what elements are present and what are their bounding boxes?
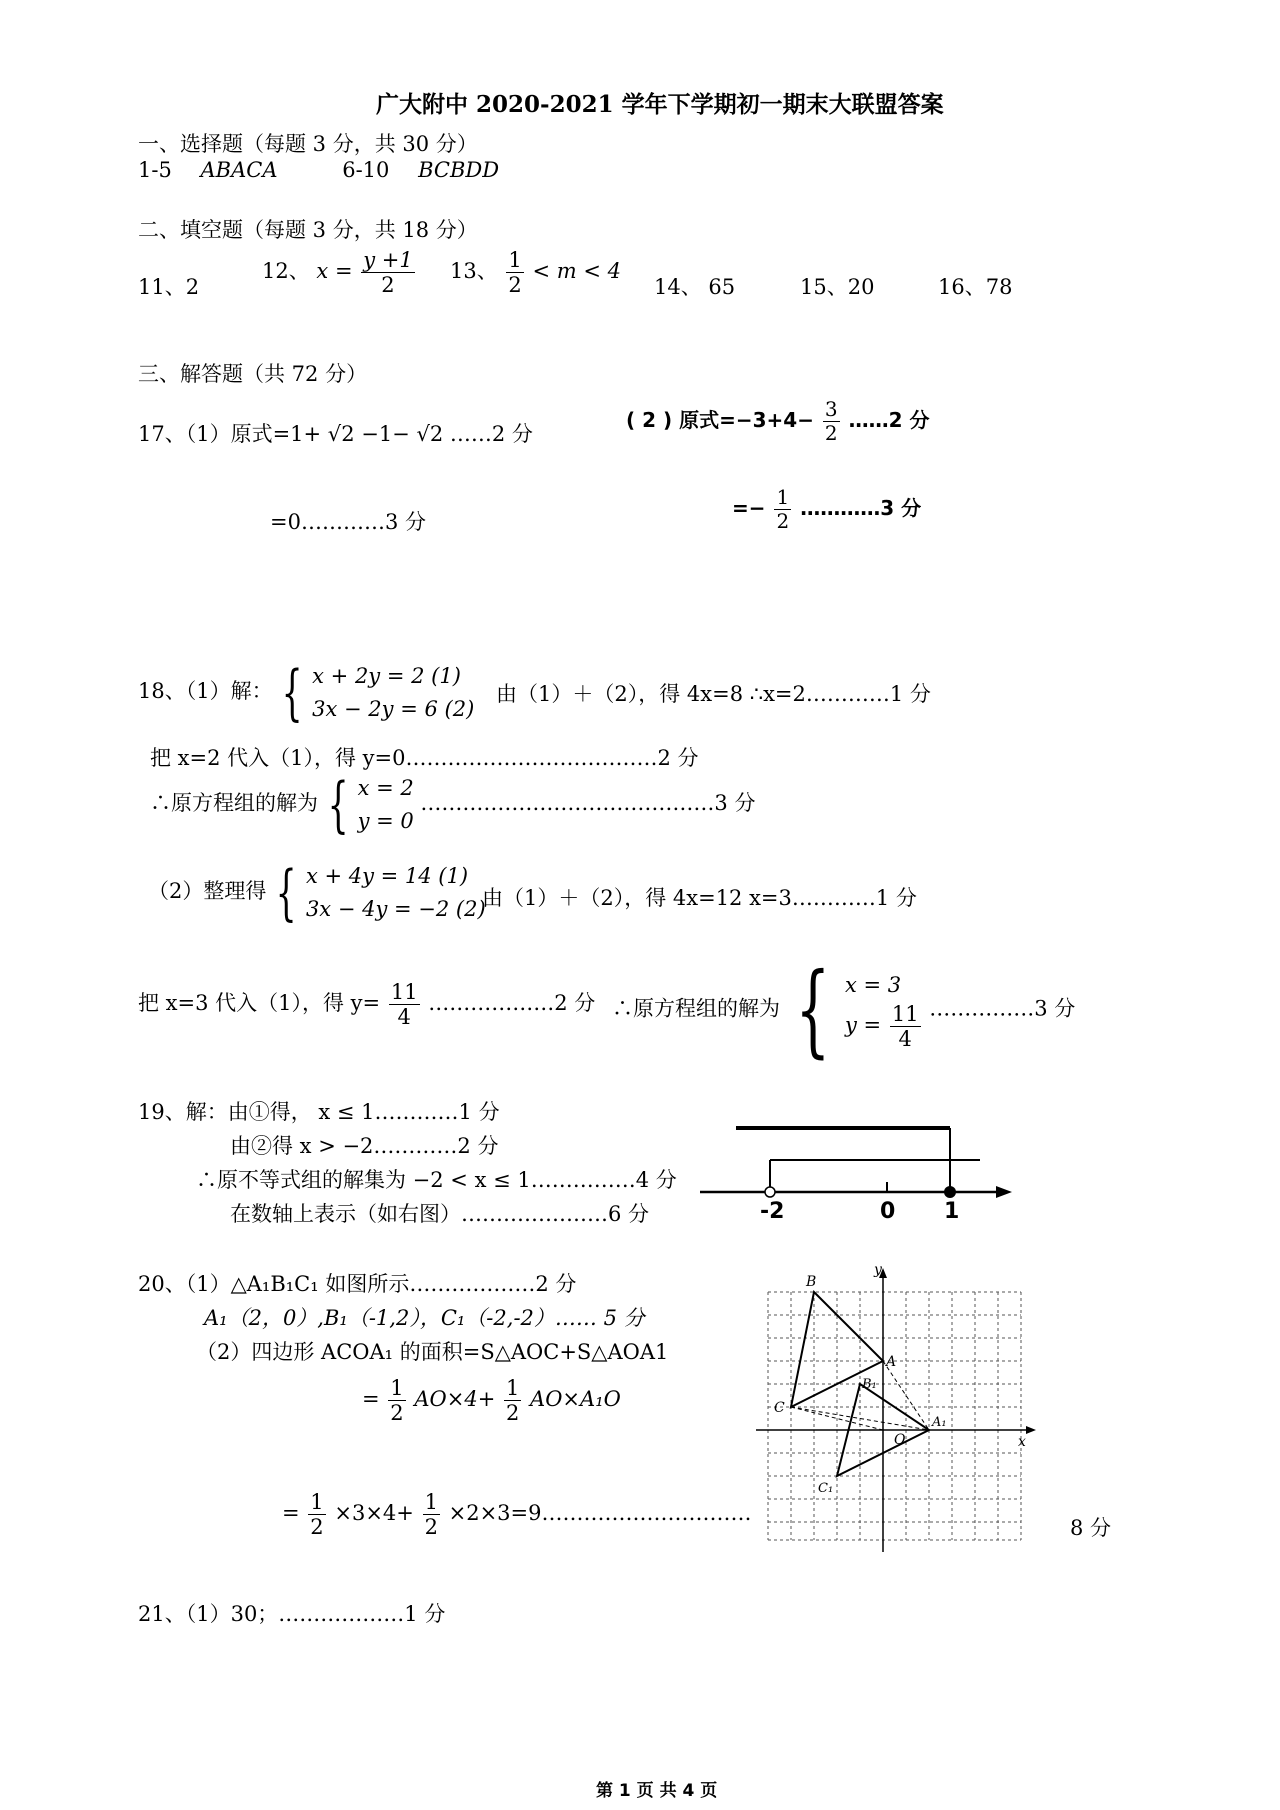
q20-line4-frac2	[504, 1376, 521, 1425]
q15: 15、20	[800, 275, 875, 299]
axis-label-0: 0	[880, 1199, 896, 1224]
q17-p2-line1	[626, 398, 930, 445]
q12-fraction	[361, 248, 415, 297]
q20-line4-prefix: =	[362, 1387, 380, 1412]
q17-p2-line2-num: 1	[776, 485, 790, 509]
q20-line4	[362, 1376, 621, 1425]
q18-p1-concl: ∴原方程组的解为	[150, 791, 318, 816]
range2: 6-10	[342, 158, 390, 182]
q18-p1-eq2: 3x − 2y = 6 (2)	[312, 696, 475, 721]
q18-p2-sol2-num: 11	[891, 1001, 919, 1026]
q17-p2-fraction	[823, 398, 840, 445]
page-title: 广大附中 2020-2021 学年下学期初一期末大联盟答案	[376, 91, 944, 118]
q18-p1-solution	[358, 772, 414, 837]
section1-heading: 一、选择题（每题 3 分，共 30 分）	[138, 132, 478, 156]
q18-p1-eq1: x + 2y = 2 (1)	[312, 664, 461, 688]
q17-p2-den: 2	[824, 421, 838, 445]
number-line-figure	[690, 1110, 1030, 1230]
q18-p1-concl-tail: ……………………………………3 分	[420, 791, 756, 816]
choice-answers	[138, 158, 499, 182]
axis-label-neg2: -2	[760, 1199, 785, 1224]
q11: 11、2	[138, 275, 200, 299]
q18-p1-sol1: x = 2	[357, 776, 414, 800]
q12-lhs: x =	[316, 259, 353, 284]
q18-p2-concl-tail: ……………3 分	[929, 996, 1076, 1021]
q13-rest: < m < 4	[532, 259, 621, 284]
q13-num: 1	[508, 248, 522, 272]
x-arrow-icon	[1026, 1426, 1036, 1434]
q17-p2-suffix: ……2 分	[848, 408, 930, 432]
q18-p2-sol2-prefix: y =	[845, 1012, 882, 1037]
q17-p1-line1: 17、（1）原式=1+ √2 −1− √2 ……2 分	[138, 422, 533, 446]
q18-p1-sol2: y = 0	[357, 808, 414, 833]
q20-line5	[282, 1490, 752, 1539]
label-c: C	[774, 1400, 785, 1416]
q18-p1-label: 18、（1）解：	[138, 679, 273, 704]
q20-line3: （2）四边形 ACOA₁ 的面积=S△AOC+S△AOA1	[196, 1340, 669, 1364]
q20-line1: 20、（1）△A₁B₁C₁ 如图所示………………2 分	[138, 1272, 577, 1296]
q18-p2-sub-prefix: 把 x=3 代入（1），得 y=	[138, 991, 381, 1016]
label-x: x	[1018, 1434, 1026, 1450]
section2-heading: 二、填空题（每题 3 分，共 18 分）	[138, 218, 478, 242]
q20-line4-den1: 2	[390, 1401, 404, 1426]
q18-p2-sol2-fraction	[890, 1002, 921, 1051]
section3-heading: 三、解答题（共 72 分）	[138, 362, 368, 386]
q20-line5-den1: 2	[310, 1515, 324, 1540]
q17-p2-line2-suffix: …………3 分	[800, 496, 922, 520]
label-a: A	[886, 1354, 897, 1370]
q18-p1-sub: 把 x=2 代入（1），得 y=0………………………………2 分	[150, 746, 699, 770]
q20-line4-num2: 1	[505, 1376, 520, 1400]
q17-p2-num: 3	[824, 397, 838, 421]
q20-line5-mid: ×3×4+	[334, 1501, 414, 1526]
q14: 14、 65	[654, 275, 736, 299]
q18-p1-system	[138, 657, 475, 728]
q18-p2-sub-num: 11	[390, 980, 418, 1004]
closed-point-icon	[944, 1186, 956, 1198]
label-y: y	[874, 1262, 882, 1278]
q19-line4: 在数轴上表示（如右图）…………………6 分	[230, 1202, 650, 1226]
q18-p2-conclusion	[612, 951, 1076, 1068]
q20-line4-tail: AO×A₁O	[530, 1387, 621, 1412]
answers2: BCBDD	[418, 158, 500, 182]
q20-line5-frac1	[308, 1490, 325, 1539]
arrow-icon	[996, 1186, 1012, 1198]
q18-p2-solution	[845, 969, 923, 1051]
q20-line5-score: 8 分	[1070, 1516, 1112, 1540]
q12-den: 2	[381, 273, 395, 298]
page-footer: 第 1 页 共 4 页	[596, 1781, 718, 1801]
label-a1: A₁	[932, 1415, 947, 1430]
q20-line4-mid: AO×4+	[414, 1387, 496, 1412]
q20-line4-num1: 1	[390, 1376, 404, 1400]
q18-p1-step: 由（1）＋（2），得 4x=8 ∴x=2…………1 分	[496, 682, 931, 706]
q18-p2-sub-fraction	[389, 980, 420, 1029]
q19-line2: 由②得 x > −2…………2 分	[230, 1134, 499, 1158]
label-b: B	[806, 1274, 817, 1290]
q17-p2-prefix: ( 2 ) 原式=−3+4−	[626, 408, 814, 432]
q17-p2-line2-den: 2	[776, 509, 790, 533]
q18-p2-sub	[138, 980, 595, 1029]
q21-line1: 21、（1）30；………………1 分	[138, 1602, 446, 1626]
q13-den: 2	[508, 273, 522, 298]
q18-p2-label: （2）整理得	[148, 879, 267, 904]
q12-label: 12、	[262, 259, 310, 284]
answers1: ABACA	[200, 158, 278, 182]
q17-p2-line2-prefix: =−	[732, 496, 766, 520]
q12-num: y +1	[363, 248, 413, 272]
q18-p2-eq2: 3x − 4y = −2 (2)	[305, 896, 486, 921]
brace-icon: {	[281, 657, 303, 728]
q20-line4-den2: 2	[505, 1401, 520, 1426]
q17-p2-line2	[732, 486, 921, 533]
q18-p2-sub-den: 4	[397, 1005, 411, 1030]
q18-p2-eq1: x + 4y = 14 (1)	[305, 864, 469, 888]
q18-p2-step: 由（1）＋（2），得 4x=12 x=3…………1 分	[482, 886, 917, 910]
q20-line4-frac1	[388, 1376, 405, 1425]
q20-line5-den2: 2	[424, 1515, 438, 1540]
q18-p2-system	[148, 857, 486, 928]
q19-line3: ∴原不等式组的解集为 −2 < x ≤ 1……………4 分	[196, 1168, 677, 1192]
q18-p2-sub-tail: ………………2 分	[428, 991, 596, 1016]
q18-p2-sol2	[845, 1002, 923, 1051]
q13	[450, 248, 621, 297]
axis-label-1: 1	[944, 1199, 960, 1224]
q18-p2-sol1: x = 3	[845, 973, 902, 998]
q13-fraction	[506, 248, 523, 297]
q18-p2-concl: ∴原方程组的解为	[612, 996, 780, 1021]
q12	[262, 248, 417, 297]
q20-line5-prefix: =	[282, 1501, 300, 1526]
label-o: O	[894, 1432, 906, 1448]
q18-p1-equations	[312, 660, 474, 725]
brace-icon: {	[795, 951, 830, 1068]
q17-p2-line2-fraction	[774, 486, 791, 533]
range1: 1-5	[138, 158, 172, 182]
q20-line5-tail: ×2×3=9…………………………	[448, 1501, 752, 1526]
q20-line5-num1: 1	[310, 1490, 324, 1514]
coordinate-grid-figure	[756, 1262, 1046, 1558]
open-point-icon	[765, 1187, 775, 1197]
q20-line5-num2: 1	[424, 1490, 438, 1514]
q20-line5-frac2	[423, 1490, 440, 1539]
brace-icon: {	[275, 857, 297, 928]
q20-line2: A₁（2，0）,B₁（-1,2），C₁（-2,-2）…… 5 分	[204, 1306, 645, 1330]
q19-line1: 19、解：由①得， x ≤ 1…………1 分	[138, 1100, 500, 1124]
brace-icon: {	[327, 769, 349, 840]
q18-p2-equations	[306, 860, 486, 925]
q18-p2-sol2-den: 4	[898, 1026, 912, 1051]
q18-p1-conclusion	[150, 769, 756, 840]
label-b1: B₁	[862, 1377, 877, 1392]
q16: 16、78	[938, 275, 1013, 299]
q17-p1-line2: =0…………3 分	[270, 510, 426, 534]
q13-label: 13、	[450, 259, 498, 284]
label-c1: C₁	[818, 1481, 834, 1496]
